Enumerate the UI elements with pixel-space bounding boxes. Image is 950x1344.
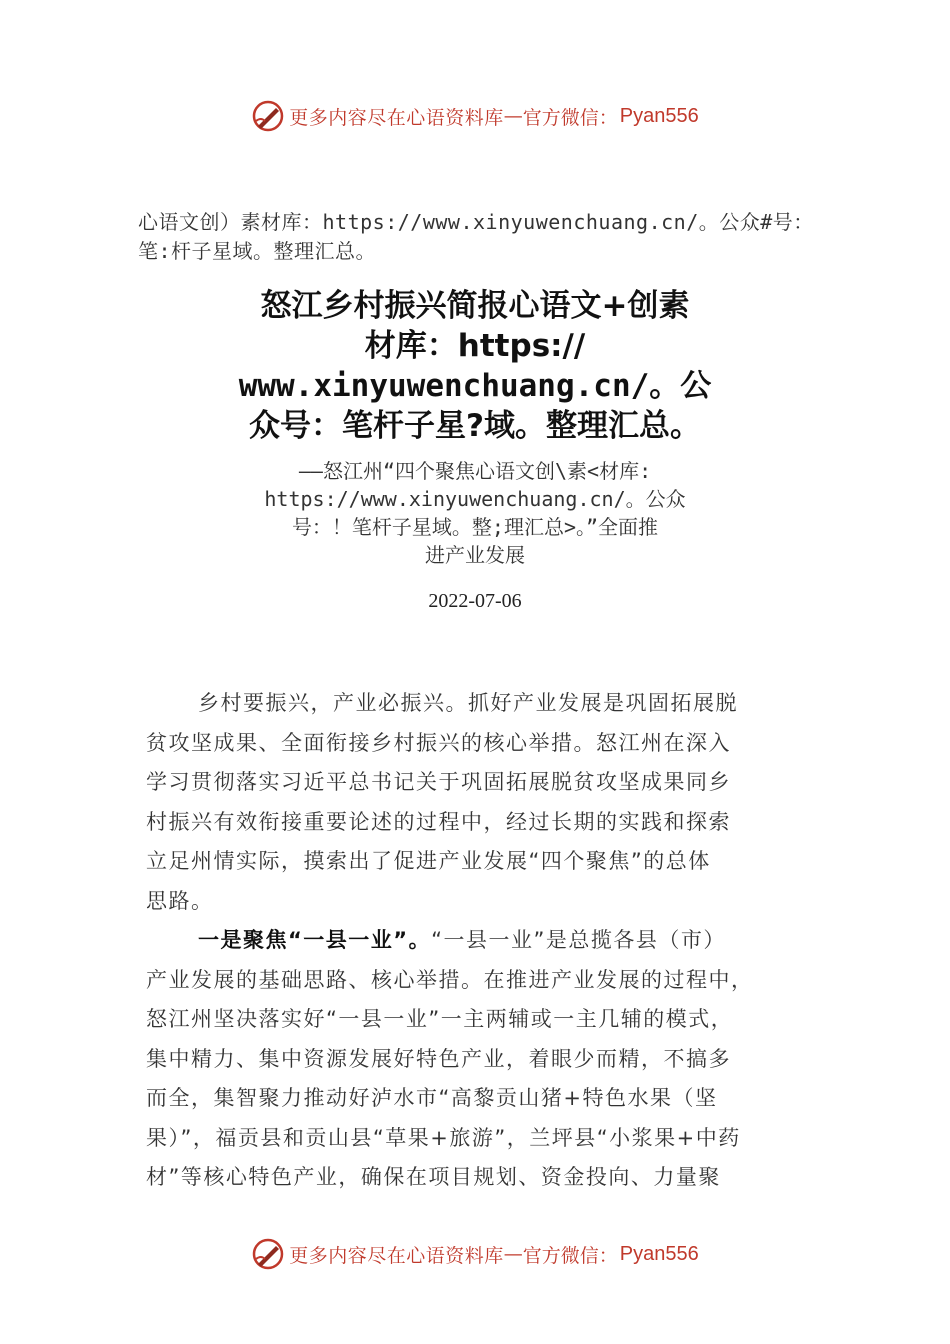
subtitle-line: 进产业发展 — [425, 543, 525, 567]
paragraph-line: 贫攻坚成果、全面衔接乡村振兴的核心举措。怒江州在深入 — [146, 730, 731, 755]
subtitle-line: 号：！笔杆子星域。整;理汇总>。”全面推 — [291, 515, 659, 539]
banner-wechat-label: 官方微信： — [522, 1244, 618, 1267]
top-watermark-banner — [0, 96, 950, 136]
publish-date: 2022-07-06 — [428, 590, 522, 612]
paragraph-line: 乡村要振兴，产业必振兴。抓好产业发展是巩固拓展脱 — [198, 691, 738, 715]
banner-dash: — — [503, 105, 523, 127]
pre-text-line: 心语文创）素材库：https://www.xinyuwenchuang.cn/。公众#号： — [138, 210, 814, 234]
document-subtitle — [175, 457, 775, 569]
title-line: www.xinyuwenchuang.cn/。公 — [238, 368, 712, 404]
paragraph-line: 思路。 — [146, 888, 214, 913]
paragraph-line — [146, 921, 810, 961]
paragraph-line: 村振兴有效衔接重要论述的过程中，经过长期的实践和探索 — [146, 809, 731, 834]
paragraph-line: 集中精力、集中资源发展好特色产业，着眼少而精，不搞多 — [146, 1046, 731, 1071]
banner-wechat-label: 官方微信： — [522, 106, 618, 129]
article-body — [146, 684, 810, 1198]
title-line: 众号：笔杆子星?域。整理汇总。 — [249, 408, 701, 444]
paragraph-line: 立足州情实际，摸索出了促进产业发展“四个聚焦”的总体 — [146, 849, 711, 873]
title-line: 材库：https:// — [364, 328, 586, 364]
pre-title-text — [138, 208, 858, 266]
pen-logo-icon — [251, 1237, 285, 1271]
subtitle-line: ——怒江州“四个聚焦心语文创\素<材库: — [298, 459, 652, 483]
banner-text: 更多内容尽在心语资料库 — [289, 106, 504, 129]
bottom-watermark-banner — [0, 1234, 950, 1274]
pre-text-line: 笔:杆子星域。整理汇总。 — [138, 239, 377, 263]
paragraph-line: 果）”，福贡县和贡山县“草果+旅游”，兰坪县“小浆果+中药 — [146, 1125, 741, 1150]
banner-dash: — — [503, 1243, 523, 1265]
paragraph-line: 而全，集智聚力推动好泸水市“高黎贡山猪+特色水果（坚 — [146, 1086, 718, 1110]
pen-logo-icon — [251, 99, 285, 133]
banner-wechat-id: Pyan556 — [619, 104, 699, 127]
paragraph-line: 学习贯彻落实习近平总书记关于巩固拓展脱贫攻坚成果同乡 — [146, 770, 731, 794]
subtitle-line: https://www.xinyuwenchuang.cn/。公众 — [264, 487, 686, 511]
section-lead-heading: 一是聚焦“一县一业”。 — [198, 928, 432, 952]
banner-text: 更多内容尽在心语资料库 — [289, 1244, 504, 1267]
paragraph-line: 产业发展的基础思路、核心举措。在推进产业发展的过程中， — [146, 967, 754, 992]
banner-wechat-id: Pyan556 — [619, 1242, 699, 1265]
paragraph-line: 材”等核心特色产业，确保在项目规划、资金投向、力量聚 — [146, 1165, 721, 1189]
paragraph-text: “一县一业”是总揽各县（市） — [431, 928, 726, 952]
document-title — [150, 286, 800, 446]
title-line: 怒江乡村振兴简报心语文+创素 — [260, 288, 690, 324]
paragraph-line: 怒江州坚决落实好“一县一业”一主两辅或一主几辅的模式， — [146, 1007, 734, 1031]
